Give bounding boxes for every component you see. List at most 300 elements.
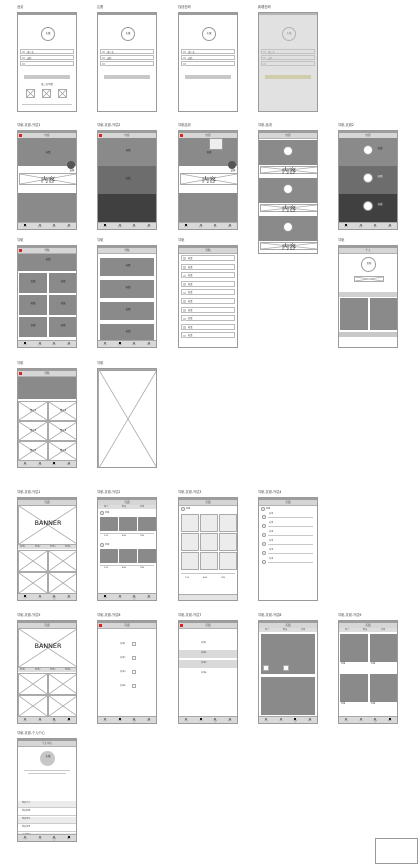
floating-action-button[interactable]	[228, 161, 236, 169]
product-image[interactable]	[340, 634, 368, 662]
avatar-label: 头像	[206, 32, 212, 35]
input-row[interactable]	[20, 49, 74, 54]
tab-label: 我的	[66, 225, 71, 228]
content-big-text: 内容	[41, 176, 55, 184]
social-icon	[42, 89, 51, 98]
home-circles-screen	[258, 130, 318, 254]
meta: 789	[140, 535, 144, 537]
meta: 123	[104, 567, 108, 569]
tab-item[interactable]	[23, 836, 27, 841]
avatar	[261, 507, 265, 511]
submit-button[interactable]	[24, 75, 70, 79]
row-label: 标题	[188, 300, 193, 303]
field-icon	[22, 63, 25, 66]
avatar-circle	[363, 173, 373, 183]
floating-action-button[interactable]	[67, 161, 75, 169]
tab-label: 分类	[37, 837, 42, 840]
tab-item[interactable]	[132, 224, 136, 229]
tab-item[interactable]	[52, 718, 56, 723]
tab-item[interactable]	[213, 718, 217, 723]
screen-label: 导航	[338, 238, 345, 242]
tab-bar	[18, 834, 76, 841]
tab-bar	[339, 716, 397, 723]
grid-tile[interactable]	[49, 317, 77, 337]
input-row[interactable]	[181, 55, 235, 60]
product-image[interactable]	[340, 674, 368, 702]
meta: 123	[185, 577, 189, 579]
tab-bar	[98, 716, 156, 723]
input-row[interactable]	[181, 49, 235, 54]
list-row[interactable]	[181, 324, 235, 330]
menu-item[interactable]: 选项1	[120, 643, 126, 645]
tab-label: 首页	[23, 596, 28, 599]
category-tab[interactable]: 标签4	[65, 668, 71, 671]
tab-item[interactable]	[184, 224, 188, 229]
tab-bar	[339, 222, 397, 229]
photo-tile	[340, 298, 368, 330]
tab-item[interactable]	[359, 224, 363, 229]
menu-icon[interactable]	[180, 624, 183, 627]
tab-item[interactable]	[118, 718, 122, 723]
tab-item[interactable]	[67, 595, 71, 600]
nav-title: 内容	[285, 134, 291, 137]
screen-label: 导航-页面-外层2	[97, 490, 121, 494]
menu-item[interactable]: 选项2	[201, 652, 207, 654]
screen-label: 导航-页面-外层6	[97, 613, 121, 617]
menu-highlight	[179, 660, 237, 668]
screen-label: 导航-页面-外层2	[97, 123, 121, 127]
nav-bar	[98, 248, 156, 254]
input-row[interactable]	[181, 61, 235, 66]
list-card[interactable]	[100, 258, 154, 276]
tab-item[interactable]	[52, 462, 56, 467]
input-row[interactable]	[100, 49, 154, 54]
grid-photo[interactable]	[200, 514, 218, 532]
tab-item[interactable]	[38, 836, 42, 841]
nav-bar	[179, 500, 237, 506]
banner-text: BANNER	[34, 642, 62, 650]
avatar-name: 名称	[366, 262, 372, 265]
list-row[interactable]	[181, 332, 235, 338]
feed-image[interactable]	[100, 549, 118, 563]
grid-photo[interactable]	[219, 533, 237, 551]
tab-item[interactable]	[147, 342, 151, 347]
tab-item[interactable]	[38, 224, 42, 229]
banner-block	[98, 194, 156, 225]
menu-item[interactable]: 选项2	[120, 657, 126, 659]
product-tile	[18, 550, 48, 572]
tab-item[interactable]	[103, 224, 107, 229]
sort-tab[interactable]: 销量	[283, 628, 288, 631]
tab-label: 消息	[52, 343, 57, 346]
tab-item[interactable]	[199, 718, 203, 723]
tab-label: 首页	[23, 837, 28, 840]
third-party-label: 第三方登录	[41, 83, 53, 86]
shop-home-screen	[17, 497, 77, 601]
social-icon	[26, 89, 35, 98]
product-title: 标题	[341, 703, 346, 705]
row-label[interactable]: 选项	[269, 540, 274, 542]
tab-bar	[18, 340, 76, 347]
tab-label: 购物车	[213, 719, 218, 724]
tab-item[interactable]	[67, 224, 71, 229]
tab-item[interactable]	[23, 342, 27, 347]
tile-label: 图片2	[59, 409, 67, 412]
menu-screen	[97, 620, 157, 724]
input-row[interactable]	[100, 55, 154, 60]
play-icon[interactable]	[283, 146, 293, 156]
tab-strip[interactable]	[339, 292, 397, 297]
tab-item[interactable]	[52, 224, 56, 229]
feed-image[interactable]	[138, 517, 156, 531]
row-icon	[183, 300, 186, 303]
tab-item[interactable]	[67, 462, 71, 467]
list-row[interactable]	[181, 289, 235, 295]
tab-item[interactable]	[264, 718, 268, 723]
tab-label: 我的	[66, 719, 71, 722]
row-title: 标题	[377, 203, 383, 206]
grid-photo[interactable]	[200, 533, 218, 551]
product-title: 标题	[371, 663, 376, 665]
row-label[interactable]: 选项	[269, 549, 274, 551]
grid-photo[interactable]	[219, 552, 237, 570]
tab-bar	[18, 716, 76, 723]
nav-title: 页面	[124, 501, 130, 504]
tab-item[interactable]	[279, 718, 283, 723]
screen-label: 导航-页面-外层1	[17, 490, 41, 494]
tab-item[interactable]	[373, 718, 377, 723]
banner-block	[98, 166, 156, 194]
tab-label: 首页	[184, 719, 189, 722]
row-icon	[183, 326, 186, 329]
grid-photo[interactable]	[181, 552, 199, 570]
sort-tab[interactable]: 综合	[345, 628, 350, 631]
tab-item[interactable]	[38, 462, 42, 467]
tab-label: 首页	[264, 719, 269, 722]
list-row[interactable]	[181, 281, 235, 287]
grid-tile[interactable]	[49, 273, 77, 293]
menu-icon[interactable]	[180, 134, 183, 137]
tile-label: 图片5	[29, 449, 37, 452]
tab-label: 消息	[132, 343, 137, 346]
menu-item[interactable]: 选项4	[201, 672, 207, 674]
menu-icon[interactable]	[19, 134, 22, 137]
item-title: 标题	[105, 511, 110, 514]
tab-label: 购物车	[52, 837, 57, 842]
nav-bar	[18, 741, 76, 747]
comment-bar[interactable]	[179, 594, 237, 600]
tab-item[interactable]	[118, 224, 122, 229]
category-tab[interactable]: 标签4	[65, 545, 71, 548]
list-row[interactable]	[181, 255, 235, 261]
field-icon	[102, 63, 105, 66]
input-row[interactable]	[100, 61, 154, 66]
tab-item[interactable]	[132, 595, 136, 600]
tab-item[interactable]	[344, 224, 348, 229]
input-row[interactable]	[20, 61, 74, 66]
list-card[interactable]	[100, 302, 154, 320]
tab-item[interactable]	[147, 224, 151, 229]
tab-label: 发现	[198, 225, 203, 228]
nav-bar	[259, 133, 317, 139]
sort-tab[interactable]: 价格	[140, 505, 145, 508]
tab-item[interactable]	[103, 718, 107, 723]
list-row[interactable]	[181, 264, 235, 270]
grid-tile[interactable]	[19, 295, 47, 315]
tab-item[interactable]	[388, 224, 392, 229]
tab-item[interactable]	[388, 718, 392, 723]
header-image	[18, 377, 76, 399]
fab-label: 选择	[69, 169, 75, 172]
list-card[interactable]	[100, 280, 154, 298]
screen-label: 导航-页面-外层9	[338, 613, 362, 617]
row-label[interactable]: 选项	[269, 558, 274, 560]
screen-label: 导航	[97, 361, 104, 365]
tab-label: 我的	[227, 719, 232, 722]
feed-image[interactable]	[119, 549, 137, 563]
tab-label: 我的	[227, 225, 232, 228]
tab-item[interactable]	[52, 595, 56, 600]
header-image	[18, 254, 76, 271]
screen-label: 导航	[17, 238, 24, 242]
row-icon	[262, 524, 266, 528]
tab-item[interactable]	[228, 718, 232, 723]
field-label: 密码	[188, 57, 193, 60]
tab-item[interactable]	[132, 718, 136, 723]
row-icon	[262, 515, 266, 519]
image-block	[179, 193, 237, 223]
product-grid-screen	[338, 620, 398, 724]
meta: 456	[203, 577, 207, 579]
product-title: 标题	[371, 703, 376, 705]
tab-item[interactable]	[38, 595, 42, 600]
tab-item[interactable]	[147, 595, 151, 600]
field-label: 密码	[27, 57, 32, 60]
tab-item[interactable]	[184, 718, 188, 723]
grid-photo[interactable]	[181, 514, 199, 532]
feed-image[interactable]	[138, 549, 156, 563]
tab-item[interactable]	[67, 718, 71, 723]
logout-button[interactable]	[339, 332, 397, 337]
tab-item[interactable]	[118, 342, 122, 347]
tab-item[interactable]	[344, 718, 348, 723]
feed-image[interactable]	[119, 517, 137, 531]
play-icon[interactable]	[283, 184, 293, 194]
screen-label: 注册	[97, 5, 104, 9]
tab-item[interactable]	[23, 224, 27, 229]
nav-bar	[98, 623, 156, 629]
menu-icon[interactable]	[99, 134, 102, 137]
row-icon	[183, 275, 186, 278]
media-icon	[283, 665, 289, 671]
tab-label: 分类	[198, 719, 203, 722]
tab-item[interactable]	[52, 342, 56, 347]
category-tab[interactable]: 标签3	[50, 545, 56, 548]
tab-item[interactable]	[213, 224, 217, 229]
submit-button[interactable]	[104, 75, 150, 79]
center-row-label: 我的订单	[22, 802, 31, 804]
tab-item[interactable]	[38, 718, 42, 723]
avatar	[40, 751, 55, 766]
tab-label: 首页	[103, 343, 108, 346]
sort-tab[interactable]: 综合	[265, 628, 270, 631]
nav-title: 页面	[44, 501, 50, 504]
tab-item[interactable]	[199, 224, 203, 229]
product-image[interactable]	[370, 674, 398, 702]
tab-label: 首页	[344, 225, 349, 228]
screen-label: 导航-页面-外层5	[17, 613, 41, 617]
full-placeholder	[98, 369, 157, 468]
banner-box	[354, 276, 384, 282]
play-icon[interactable]	[283, 222, 293, 232]
list-row[interactable]	[181, 298, 235, 304]
tab-item[interactable]	[23, 718, 27, 723]
row-label[interactable]: 选项	[269, 513, 274, 515]
status-bar	[18, 13, 76, 15]
tab-label: 我的	[146, 343, 151, 346]
sort-tab[interactable]: 销量	[122, 505, 127, 508]
list-row[interactable]	[181, 315, 235, 321]
tab-item[interactable]	[52, 836, 56, 841]
category-tab[interactable]: 标签3	[50, 668, 56, 671]
tab-label: 发现	[117, 343, 122, 346]
grid-photo[interactable]	[200, 552, 218, 570]
social-icon	[58, 89, 67, 98]
row-icon	[262, 533, 266, 537]
menu-icon[interactable]	[19, 249, 22, 252]
submit-button[interactable]	[185, 75, 231, 79]
tab-item[interactable]	[38, 342, 42, 347]
screen-label: 导航-页面-外层8	[258, 613, 282, 617]
tab-item[interactable]	[67, 836, 71, 841]
dropdown-menu[interactable]	[209, 138, 223, 150]
tab-item[interactable]	[373, 224, 377, 229]
product-tile	[48, 550, 77, 572]
sort-tab[interactable]: 综合	[104, 505, 109, 508]
tab-label: 首页	[23, 225, 28, 228]
input-row[interactable]	[20, 55, 74, 60]
tab-label: 分类	[358, 719, 363, 722]
menu-item[interactable]: 选项3	[201, 662, 207, 664]
shop-home-2-screen	[17, 620, 77, 724]
tab-bar	[259, 716, 317, 723]
fab-label: 选择	[230, 169, 236, 172]
photo-grid-screen	[178, 497, 238, 601]
tab-item[interactable]	[308, 718, 312, 723]
menu-icon	[132, 684, 136, 688]
image-block	[18, 193, 76, 223]
product-tile	[18, 673, 48, 695]
category-tab[interactable]: 标签1	[20, 545, 26, 548]
row-label: 标题	[188, 291, 193, 295]
tile-title: 标题	[30, 324, 36, 327]
item-title: 标题	[186, 507, 191, 510]
avatar	[181, 507, 185, 511]
row-icon	[183, 283, 186, 286]
media-icon	[263, 665, 269, 671]
tab-item[interactable]	[103, 595, 107, 600]
sort-tab[interactable]: 销量	[363, 628, 368, 631]
row-label: 标题	[188, 308, 193, 312]
tab-item[interactable]	[132, 342, 136, 347]
item-title: 标题	[266, 507, 271, 510]
card-title: 标题	[125, 286, 131, 289]
product-image[interactable]	[370, 634, 398, 662]
content-big-text: 内容	[282, 205, 296, 213]
nav-title: 个人	[365, 249, 371, 252]
list-row[interactable]	[181, 307, 235, 313]
menu-icon[interactable]	[99, 624, 102, 627]
nav-title: 内容	[205, 134, 211, 137]
row-icon	[183, 257, 186, 260]
grid-tile[interactable]	[19, 317, 47, 337]
tab-label: 发现	[37, 225, 42, 228]
tab-item[interactable]	[103, 342, 107, 347]
row-icon	[262, 551, 266, 555]
product-tile	[48, 673, 77, 695]
card-title: 标题	[125, 149, 131, 152]
row-icon	[262, 560, 266, 564]
grid-photo[interactable]	[219, 514, 237, 532]
nav-bar	[179, 623, 237, 629]
row-label: 标题	[188, 265, 193, 269]
screen-label: 登录	[17, 5, 24, 9]
sort-tab[interactable]: 价格	[381, 628, 386, 631]
tab-item[interactable]	[23, 462, 27, 467]
sort-tab[interactable]: 价格	[301, 628, 306, 631]
tab-item[interactable]	[359, 718, 363, 723]
center-row-label: 我的收藏	[22, 810, 31, 812]
category-tab[interactable]: 标签2	[35, 545, 41, 548]
field-label: 用户名	[107, 51, 114, 54]
menu-item[interactable]: 选项3	[120, 671, 126, 673]
grid-tile[interactable]	[49, 295, 77, 315]
tab-item[interactable]	[147, 718, 151, 723]
menu-item[interactable]: 选项1	[201, 642, 207, 644]
tab-item[interactable]	[293, 718, 297, 723]
card-title: 标题	[125, 308, 131, 311]
menu-item[interactable]: 选项4	[120, 685, 126, 687]
nav-title: 页面	[205, 501, 211, 504]
tab-bar	[179, 716, 237, 723]
row-label[interactable]: 选项	[269, 522, 274, 524]
row-icon	[183, 318, 186, 321]
list-row[interactable]	[181, 272, 235, 278]
tab-label: 我的	[307, 719, 312, 722]
tab-label: 购物车	[293, 719, 298, 724]
screen-label: 导航	[178, 238, 185, 242]
category-tab[interactable]: 标签1	[20, 668, 26, 671]
category-tab[interactable]: 标签2	[35, 668, 41, 671]
nav-bar	[259, 500, 317, 506]
tab-item[interactable]	[67, 342, 71, 347]
tab-item[interactable]	[228, 224, 232, 229]
grid-photo[interactable]	[181, 533, 199, 551]
tab-label: 分类	[278, 719, 283, 722]
settings-list-screen	[258, 497, 318, 601]
row-label[interactable]: 选项	[269, 531, 274, 533]
tab-label: 消息	[132, 225, 137, 228]
tab-label: 首页	[23, 343, 28, 346]
grid-tile[interactable]	[19, 273, 47, 293]
tab-item[interactable]	[118, 595, 122, 600]
tile-title: 标题	[60, 324, 66, 327]
feed-image[interactable]	[100, 517, 118, 531]
menu-icon[interactable]	[19, 372, 22, 375]
tab-item[interactable]	[23, 595, 27, 600]
center-row-label: 我的设置	[22, 826, 31, 828]
meta: 123	[104, 535, 108, 537]
